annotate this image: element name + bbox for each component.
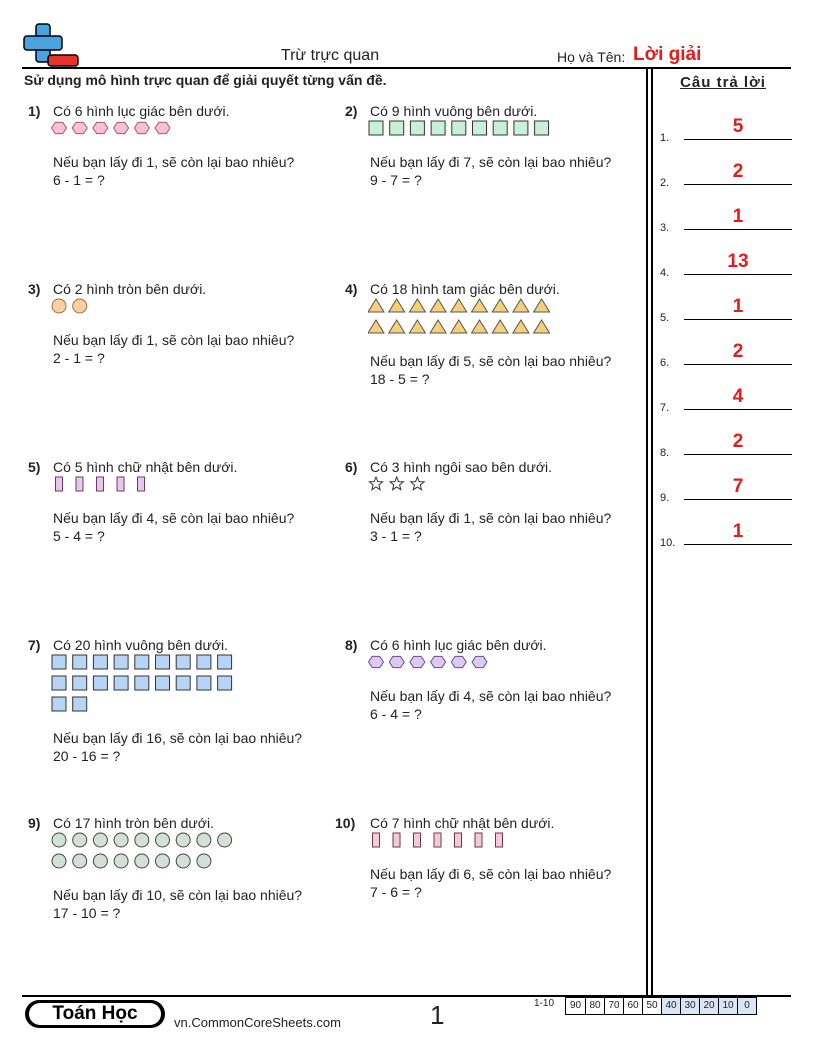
circle-icon	[218, 833, 232, 847]
question-number: 2)	[345, 103, 358, 119]
hexagon-icon	[52, 122, 67, 133]
circle-group	[51, 832, 251, 876]
question-9	[28, 814, 328, 984]
circle-icon	[73, 833, 87, 847]
triangle-icon	[368, 299, 384, 312]
question-number: 9)	[28, 815, 41, 831]
answer-number: 5.	[660, 312, 670, 324]
answer-number: 9.	[660, 492, 670, 504]
circle-icon	[176, 833, 190, 847]
question-number: 10)	[335, 815, 356, 831]
question-2	[345, 102, 645, 272]
answer-value: 5	[732, 116, 744, 137]
question-intro: Có 5 hình chữ nhật bên dưới.	[53, 459, 238, 475]
rect-icon	[434, 833, 441, 847]
brand-badge	[25, 1000, 165, 1028]
rect-icon	[373, 833, 380, 847]
square-icon	[452, 121, 466, 135]
question-4	[345, 280, 645, 450]
question-intro: Có 18 hình tam giác bên dưới.	[370, 281, 560, 297]
circle-icon	[197, 833, 211, 847]
worksheet-title: Trừ trực quan	[280, 47, 380, 64]
question-equation: 20 - 16 = ?	[53, 748, 121, 764]
score-cell: 10	[718, 998, 737, 1014]
square-icon	[431, 121, 445, 135]
name-label: Họ và Tên:	[557, 49, 626, 65]
answer-line	[684, 499, 792, 500]
question-intro: Có 17 hình tròn bên dưới.	[53, 815, 214, 831]
answer-line	[684, 184, 792, 185]
answer-column-divider	[646, 67, 648, 996]
question-3	[28, 280, 328, 450]
triangle-icon	[534, 320, 550, 333]
hexagon-icon	[72, 122, 87, 133]
question-10	[335, 814, 645, 984]
question-equation: 3 - 1 = ?	[370, 528, 422, 544]
triangle-icon	[389, 320, 405, 333]
square-icon	[135, 655, 149, 669]
hexagon-icon	[93, 122, 108, 133]
score-cell: 20	[699, 998, 718, 1014]
answer-number: 4.	[660, 267, 670, 279]
score-cell: 30	[680, 998, 699, 1014]
square-icon	[369, 121, 383, 135]
hexagon-icon	[134, 122, 149, 133]
answer-row	[660, 341, 792, 369]
answer-line	[684, 409, 792, 410]
question-intro: Có 7 hình chữ nhật bên dưới.	[370, 815, 555, 831]
shape-model	[51, 476, 251, 503]
question-number: 7)	[28, 637, 41, 653]
question-equation: 6 - 1 = ?	[53, 172, 105, 188]
plus-minus-logo-icon	[22, 22, 80, 68]
answer-line	[684, 319, 792, 320]
circle-icon	[73, 299, 87, 313]
rect-icon	[117, 477, 124, 491]
circle-icon	[93, 833, 107, 847]
answer-row	[660, 206, 792, 234]
triangle-icon	[492, 320, 508, 333]
circle-icon	[135, 854, 149, 868]
hexagon-icon	[389, 656, 404, 667]
question-equation: 6 - 4 = ?	[370, 706, 422, 722]
question-equation: 17 - 10 = ?	[53, 905, 121, 921]
question-equation: 9 - 7 = ?	[370, 172, 422, 188]
hexagon-icon	[410, 656, 425, 667]
square-icon	[197, 676, 211, 690]
circle-icon	[73, 854, 87, 868]
rect-group	[368, 832, 568, 855]
answer-line	[684, 454, 792, 455]
shape-model	[51, 298, 251, 325]
square-icon	[197, 655, 211, 669]
question-prompt: Nếu bạn lấy đi 5, sẽ còn lại bao nhiêu?	[370, 353, 612, 369]
triangle-icon	[492, 299, 508, 312]
square-icon	[514, 121, 528, 135]
circle-icon	[93, 854, 107, 868]
square-icon	[218, 655, 232, 669]
triangle-icon	[472, 299, 488, 312]
page-number: 1	[430, 1000, 445, 1030]
circle-icon	[114, 833, 128, 847]
question-5	[28, 458, 328, 628]
question-intro: Có 20 hình vuông bên dưới.	[53, 637, 229, 653]
rect-icon	[475, 833, 482, 847]
score-cell: 50	[642, 998, 661, 1014]
triangle-icon	[409, 299, 425, 312]
square-icon	[156, 655, 170, 669]
question-7	[28, 636, 328, 806]
square-icon	[535, 121, 549, 135]
question-number: 5)	[28, 459, 41, 475]
question-prompt: Nếu bạn lấy đi 4, sẽ còn lại bao nhiêu?	[53, 510, 295, 526]
question-8	[345, 636, 645, 806]
answer-line	[684, 139, 792, 140]
triangle-icon	[534, 299, 550, 312]
rect-icon	[56, 477, 63, 491]
square-group	[51, 654, 251, 719]
name-value: Lời giải	[633, 44, 702, 65]
rect-icon	[138, 477, 145, 491]
score-cell: 0	[737, 998, 756, 1014]
circle-icon	[135, 833, 149, 847]
shape-model	[368, 476, 568, 503]
circle-icon	[52, 833, 66, 847]
question-number: 1)	[28, 103, 41, 119]
answer-number: 1.	[660, 132, 670, 144]
star-icon	[390, 477, 403, 490]
answer-row	[660, 296, 792, 324]
question-intro: Có 6 hình lục giác bên dưới.	[53, 103, 230, 119]
circle-group	[51, 298, 251, 321]
star-icon	[411, 477, 424, 490]
triangle-group	[368, 298, 568, 342]
answer-number: 7.	[660, 402, 670, 414]
score-cell: 40	[661, 998, 680, 1014]
hexagon-icon	[451, 656, 466, 667]
answer-number: 2.	[660, 177, 670, 189]
triangle-icon	[368, 320, 384, 333]
shape-model	[368, 832, 568, 859]
answer-row	[660, 476, 792, 504]
square-icon	[156, 676, 170, 690]
answer-value: 4	[732, 386, 744, 407]
answer-line	[684, 544, 792, 545]
circle-icon	[52, 854, 66, 868]
hexagon-icon	[472, 656, 487, 667]
rect-icon	[414, 833, 421, 847]
question-number: 4)	[345, 281, 358, 297]
triangle-icon	[389, 299, 405, 312]
question-prompt: Nếu bạn lấy đi 1, sẽ còn lại bao nhiêu?	[53, 154, 295, 170]
square-icon	[114, 655, 128, 669]
hexagon-icon	[155, 122, 170, 133]
score-cell: 90	[569, 1000, 582, 1011]
square-icon	[176, 676, 190, 690]
question-intro: Có 3 hình ngôi sao bên dưới.	[370, 459, 553, 475]
answer-value: 2	[732, 161, 744, 182]
square-icon	[73, 676, 87, 690]
question-prompt: Nếu bạn lấy đi 16, sẽ còn lại bao nhiêu?	[53, 730, 303, 746]
square-icon	[410, 121, 424, 135]
question-equation: 5 - 4 = ?	[53, 528, 105, 544]
answer-line	[684, 364, 792, 365]
answer-row	[660, 161, 792, 189]
score-cell: 70	[604, 998, 623, 1014]
shape-model	[51, 120, 251, 147]
rect-icon	[455, 833, 462, 847]
answer-column-divider-2	[651, 67, 653, 996]
square-icon	[390, 121, 404, 135]
question-equation: 2 - 1 = ?	[53, 350, 105, 366]
circle-icon	[52, 299, 66, 313]
answer-number: 10.	[660, 537, 676, 549]
answer-row	[660, 386, 792, 414]
triangle-icon	[430, 320, 446, 333]
hexagon-icon	[114, 122, 129, 133]
answer-value: 2	[732, 431, 744, 452]
question-intro: Có 6 hình lục giác bên dưới.	[370, 637, 547, 653]
circle-icon	[156, 854, 170, 868]
circle-icon	[156, 833, 170, 847]
square-icon	[493, 121, 507, 135]
answer-row	[660, 116, 792, 144]
hexagon-icon	[369, 656, 384, 667]
answer-value: 2	[732, 341, 744, 362]
shape-model	[51, 832, 251, 880]
instructions: Sử dụng mô hình trực quan để giải quyết từng vấn đề.	[24, 72, 387, 88]
square-icon	[176, 655, 190, 669]
question-6	[345, 458, 645, 628]
answer-value: 7	[732, 476, 744, 497]
question-equation: 7 - 6 = ?	[370, 884, 422, 900]
star-icon	[369, 477, 382, 490]
answer-row	[660, 521, 792, 549]
answer-number: 3.	[660, 222, 670, 234]
score-cell: 80	[585, 998, 604, 1014]
question-prompt: Nếu bạn lấy đi 4, sẽ còn lại bao nhiêu?	[370, 688, 612, 704]
square-group	[368, 120, 568, 143]
hexagon-icon	[431, 656, 446, 667]
question-number: 3)	[28, 281, 41, 297]
question-prompt: Nếu bạn lấy đi 1, sẽ còn lại bao nhiêu?	[370, 510, 612, 526]
answer-heading: Câu trả lời	[680, 74, 766, 91]
rect-group	[51, 476, 251, 499]
triangle-icon	[472, 320, 488, 333]
question-prompt: Nếu bạn lấy đi 10, sẽ còn lại bao nhiêu?	[53, 887, 303, 903]
answer-value: 1	[732, 521, 744, 542]
shape-model	[368, 654, 568, 681]
square-icon	[73, 697, 87, 711]
question-prompt: Nếu bạn lấy đi 7, sẽ còn lại bao nhiêu?	[370, 154, 612, 170]
square-icon	[93, 655, 107, 669]
square-icon	[52, 697, 66, 711]
triangle-icon	[513, 299, 529, 312]
question-number: 6)	[345, 459, 358, 475]
answer-number: 6.	[660, 357, 670, 369]
square-icon	[135, 676, 149, 690]
question-intro: Có 2 hình tròn bên dưới.	[53, 281, 207, 297]
question-prompt: Nếu bạn lấy đi 6, sẽ còn lại bao nhiêu?	[370, 866, 612, 882]
circle-icon	[197, 854, 211, 868]
square-icon	[52, 655, 66, 669]
answer-value: 1	[732, 296, 744, 317]
answer-value: 13	[727, 251, 749, 272]
rect-icon	[496, 833, 503, 847]
shape-model	[51, 654, 251, 723]
square-icon	[93, 676, 107, 690]
question-prompt: Nếu bạn lấy đi 1, sẽ còn lại bao nhiêu?	[53, 332, 295, 348]
square-icon	[114, 676, 128, 690]
score-cell: 60	[623, 998, 642, 1014]
square-icon	[473, 121, 487, 135]
rect-icon	[393, 833, 400, 847]
question-intro: Có 9 hình vuông bên dưới.	[370, 103, 538, 119]
hexagon-group	[51, 120, 251, 143]
shape-model	[368, 120, 568, 147]
circle-icon	[114, 854, 128, 868]
answer-row	[660, 431, 792, 459]
question-equation: 18 - 5 = ?	[370, 371, 430, 387]
site-url: vn.CommonCoreSheets.com	[174, 1015, 341, 1030]
triangle-icon	[409, 320, 425, 333]
triangle-icon	[451, 299, 467, 312]
answer-value: 1	[732, 206, 744, 227]
star-group	[368, 476, 568, 499]
triangle-icon	[451, 320, 467, 333]
answer-line	[684, 274, 792, 275]
square-icon	[218, 676, 232, 690]
triangle-icon	[513, 320, 529, 333]
circle-icon	[176, 854, 190, 868]
shape-model	[368, 298, 568, 346]
brand-label: Toán Học	[29, 1003, 161, 1025]
answer-row	[660, 251, 792, 279]
square-icon	[73, 655, 87, 669]
square-icon	[52, 676, 66, 690]
header-divider	[22, 67, 791, 69]
rect-icon	[97, 477, 104, 491]
question-1	[28, 102, 328, 272]
rect-icon	[76, 477, 83, 491]
score-table	[565, 997, 757, 1015]
hexagon-group	[368, 654, 568, 677]
answer-number: 8.	[660, 447, 670, 459]
triangle-icon	[430, 299, 446, 312]
question-number: 8)	[345, 637, 358, 653]
answer-line	[684, 229, 792, 230]
score-range-label: 1-10	[534, 998, 555, 1009]
